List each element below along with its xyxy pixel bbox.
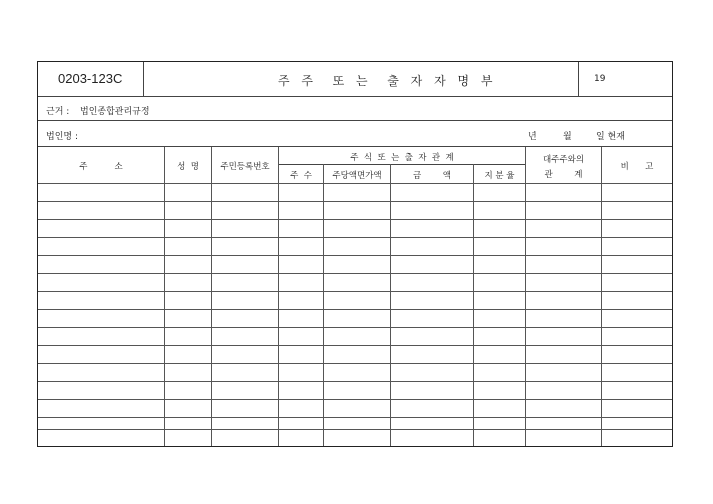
year-code: 19 [594, 74, 606, 84]
column-divider [390, 164, 391, 446]
shareholder-register-form [37, 61, 673, 447]
col-amount: 금 액 [412, 171, 452, 181]
col-ratio: 지 분 율 [484, 171, 515, 181]
divider [143, 62, 144, 96]
table-row-line [38, 237, 672, 238]
col-resident-no: 주민등록번호 [220, 162, 270, 172]
col-equity-group: 주 식 또 는 출 자 관 계 [350, 153, 454, 163]
corp-row [38, 121, 672, 147]
column-divider [211, 147, 212, 446]
table-row-line [38, 399, 672, 400]
column-divider [323, 164, 324, 446]
corp-name-label: 법인명 : [46, 132, 78, 142]
table-row-line [38, 291, 672, 292]
col-relation-line2: 관 계 [544, 170, 583, 180]
col-par-value: 주당액면가액 [332, 171, 382, 181]
col-address: 주 소 [79, 162, 123, 172]
divider [578, 62, 579, 96]
column-divider [525, 147, 526, 446]
col-remarks: 비 고 [620, 162, 654, 172]
column-divider [473, 164, 474, 446]
column-divider [164, 147, 165, 446]
table-row-line [38, 417, 672, 418]
table-row-line [38, 429, 672, 430]
basis-label: 근거 : [46, 107, 70, 117]
col-name: 성 명 [177, 162, 199, 172]
column-divider [601, 147, 602, 446]
table-row-line [38, 381, 672, 382]
table-row-line [38, 309, 672, 310]
table-row-line [38, 345, 672, 346]
table-row-line [38, 363, 672, 364]
col-relation-line1: 대주주와의 [542, 155, 585, 165]
date-year: 년 [528, 132, 537, 142]
header-row [38, 62, 672, 97]
table-row-line [38, 255, 672, 256]
form-code: 0203-123C [58, 71, 123, 86]
subheader-divider [279, 164, 526, 165]
table-row-line [38, 273, 672, 274]
column-divider [278, 147, 279, 446]
col-shares: 주 수 [290, 171, 312, 181]
date-day: 일 현재 [596, 132, 625, 142]
table-row-line [38, 327, 672, 328]
basis-row [38, 97, 672, 121]
table-header-bottom [38, 183, 672, 184]
table-row-line [38, 201, 672, 202]
form-title: 주 주 또 는 출 자 자 명 부 [278, 74, 497, 88]
table-row-line [38, 219, 672, 220]
date-month: 월 [563, 132, 572, 142]
basis-value: 법인종합관리규정 [80, 107, 150, 117]
